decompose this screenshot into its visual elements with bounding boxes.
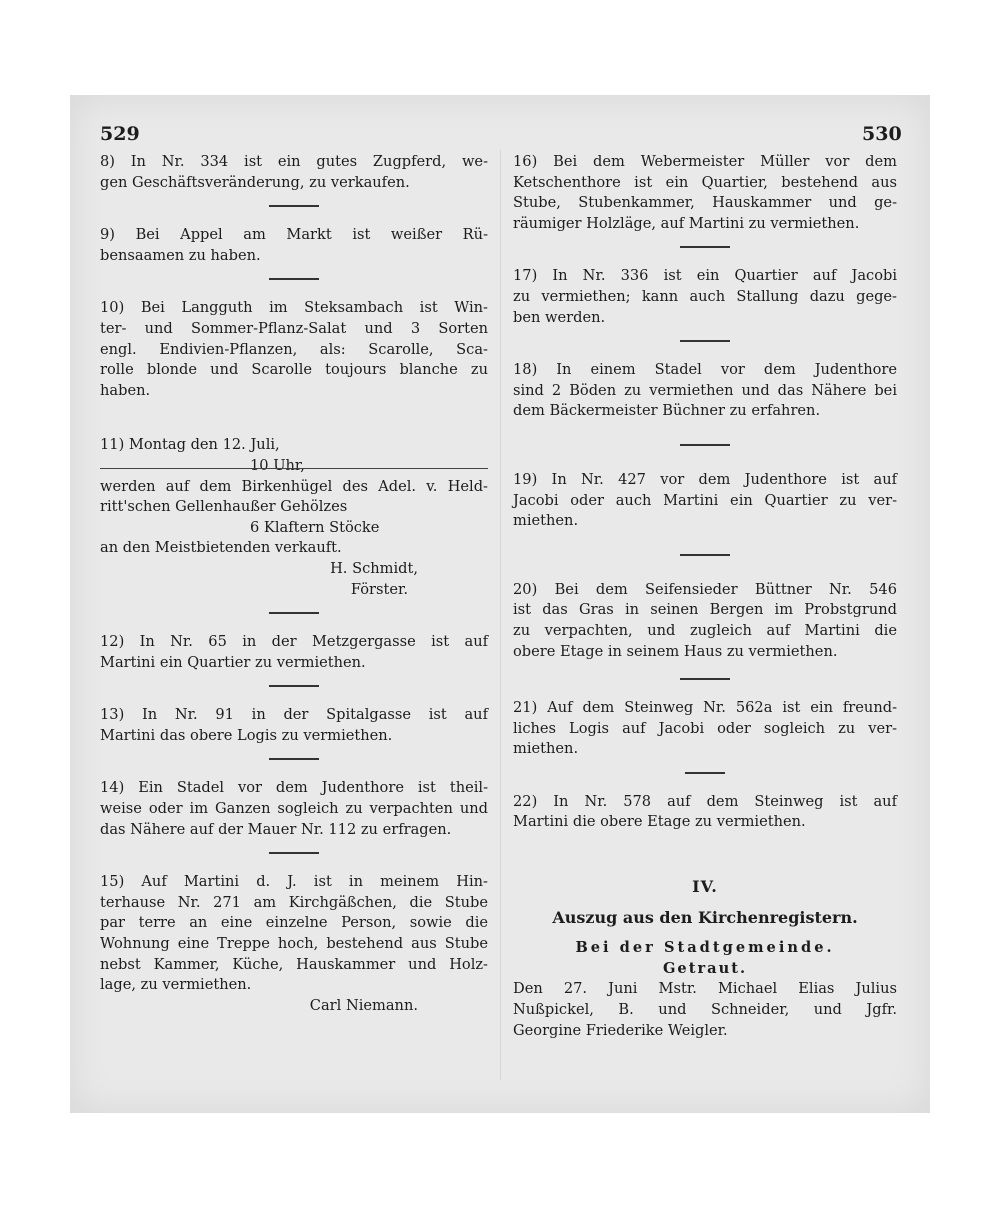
notice-line: räumiger Holzläge, auf Martini zu vermiethen.	[513, 214, 860, 232]
notice-18	[513, 360, 897, 422]
notice-14	[100, 778, 488, 840]
notice-line: lage, zu vermiethen.	[100, 976, 252, 994]
notice-8	[100, 152, 488, 193]
notice-11	[100, 435, 488, 600]
notice-line: weise oder im Ganzen sogleich zu verpachten und	[100, 800, 488, 818]
marriage-record	[513, 979, 897, 1041]
notice-line: 20) Bei dem Seifensieder Büttner Nr. 546	[513, 580, 897, 598]
notice-17	[513, 266, 897, 328]
notice-22	[513, 792, 897, 833]
separator	[269, 685, 319, 687]
notice-line: Martini die obere Etage zu vermiethen.	[513, 813, 806, 831]
separator	[680, 340, 730, 342]
notice-line: miethen.	[513, 512, 579, 530]
notice-line: Den 27. Juni Mstr. Michael Elias Julius	[513, 980, 897, 998]
notice-20	[513, 580, 897, 662]
married-heading: Getraut.	[662, 959, 748, 977]
separator	[269, 852, 319, 854]
notice-line: bensaamen zu haben.	[100, 246, 261, 264]
separator	[269, 612, 319, 614]
notice-line: 6 Klaftern Stöcke	[250, 518, 380, 536]
notice-line: ter- und Sommer-Pflanz-Salat und 3 Sorten	[100, 319, 488, 337]
notice-line: Jacobi oder auch Martini ein Quartier zu ver-	[513, 491, 897, 509]
notice-16	[513, 152, 897, 234]
left-column	[100, 152, 488, 1016]
notice-12	[100, 632, 488, 673]
section-number: IV.	[692, 877, 718, 897]
notice-line: Ketschenthore ist ein Quartier, bestehend aus	[513, 173, 897, 191]
notice-line: dem Bäckermeister Büchner zu erfahren.	[513, 402, 821, 420]
notice-line: par terre an eine einzelne Person, sowie die	[100, 914, 488, 932]
notice-line: 10 Uhr,	[250, 456, 305, 474]
notice-line: nebst Kammer, Küche, Hauskammer und Holz-	[100, 955, 488, 973]
page-number-right: 530	[862, 123, 902, 145]
horizontal-rule	[100, 468, 488, 469]
notice-line: engl. Endivien-Pflanzen, als: Scarolle, Sca-	[100, 340, 488, 358]
notice-line: 12) In Nr. 65 in der Metzgergasse ist auf	[100, 633, 488, 651]
notice-line: ritt'schen Gellenhaußer Gehölzes	[100, 498, 348, 516]
notice-line: 15) Auf Martini d. J. ist in meinem Hin-	[100, 873, 488, 891]
page-number-left: 529	[100, 123, 140, 145]
notice-13	[100, 705, 488, 746]
notice-line: Nußpickel, B. und Schneider, und Jgfr.	[513, 1001, 897, 1019]
separator	[269, 278, 319, 280]
notice-15	[100, 872, 488, 1016]
notice-10	[100, 298, 488, 401]
notice-line: rolle blonde und Scarolle toujours blanche zu	[100, 361, 488, 379]
notice-9	[100, 225, 488, 266]
notice-line: zu vermiethen; kann auch Stallung dazu gege-	[513, 287, 897, 305]
notice-line: 21) Auf dem Steinweg Nr. 562a ist ein freund-	[513, 699, 897, 717]
notice-line: Martini das obere Logis zu vermiethen.	[100, 726, 393, 744]
notice-21	[513, 698, 897, 760]
right-column	[513, 152, 897, 1041]
notice-line: 16) Bei dem Webermeister Müller vor dem	[513, 153, 897, 170]
section-title: Auszug aus den Kirchenregistern.	[552, 907, 858, 927]
notice-line: sind 2 Böden zu vermiethen und das Nähere bei	[513, 381, 897, 399]
notice-line: ist das Gras in seinen Bergen im Probstgrund	[513, 601, 897, 619]
notice-line: Stube, Stubenkammer, Hauskammer und ge-	[513, 194, 897, 212]
notice-line: 10) Bei Langguth im Steksambach ist Win-	[100, 299, 488, 317]
notice-line: gen Geschäftsveränderung, zu verkaufen.	[100, 173, 410, 191]
notice-line: terhause Nr. 271 am Kirchgäßchen, die Stube	[100, 893, 488, 911]
notice-19	[513, 470, 897, 532]
separator	[685, 772, 725, 774]
subsection-title: Bei der Stadtgemeinde.	[575, 939, 835, 957]
separator	[680, 444, 730, 446]
notice-line: haben.	[100, 381, 151, 399]
notice-line: liches Logis auf Jacobi oder sogleich zu ver-	[513, 719, 897, 737]
notice-line: miethen.	[513, 740, 579, 758]
notice-line: Wohnung eine Treppe hoch, bestehend aus Stube	[100, 935, 488, 953]
notice-line: 11) Montag den 12. Juli,	[100, 436, 280, 454]
notice-line: werden auf dem Birkenhügel des Adel. v. Held-	[100, 477, 488, 495]
separator	[269, 205, 319, 207]
notice-line: zu verpachten, und zugleich auf Martini die	[513, 621, 897, 639]
separator	[680, 246, 730, 248]
separator	[680, 678, 730, 680]
signature-name: H. Schmidt,	[330, 559, 418, 577]
notice-line: 14) Ein Stadel vor dem Judenthore ist theil-	[100, 779, 488, 797]
notice-line: 9) Bei Appel am Markt ist weißer Rü-	[100, 226, 488, 244]
notice-line: Georgine Friederike Weigler.	[513, 1021, 728, 1039]
separator	[269, 758, 319, 760]
notice-line: obere Etage in seinem Haus zu vermiethen.	[513, 642, 838, 660]
notice-line: ben werden.	[513, 308, 606, 326]
notice-line: das Nähere auf der Mauer Nr. 112 zu erfragen.	[100, 820, 452, 838]
signature-title: Förster.	[350, 580, 408, 598]
column-divider	[500, 150, 501, 1080]
notice-line: 17) In Nr. 336 ist ein Quartier auf Jacobi	[513, 267, 897, 285]
notice-line: 8) In Nr. 334 ist ein gutes Zugpferd, we-	[100, 153, 488, 170]
notice-line: 13) In Nr. 91 in der Spitalgasse ist auf	[100, 706, 488, 724]
notice-line: Martini ein Quartier zu vermiethen.	[100, 653, 366, 671]
notice-line: an den Meistbietenden verkauft.	[100, 539, 342, 557]
signature-name: Carl Niemann.	[309, 996, 418, 1014]
notice-line: 19) In Nr. 427 vor dem Judenthore ist auf	[513, 470, 897, 488]
separator	[680, 554, 730, 556]
notice-line: 18) In einem Stadel vor dem Judenthore	[513, 361, 897, 379]
notice-line: 22) In Nr. 578 auf dem Steinweg ist auf	[513, 792, 897, 810]
